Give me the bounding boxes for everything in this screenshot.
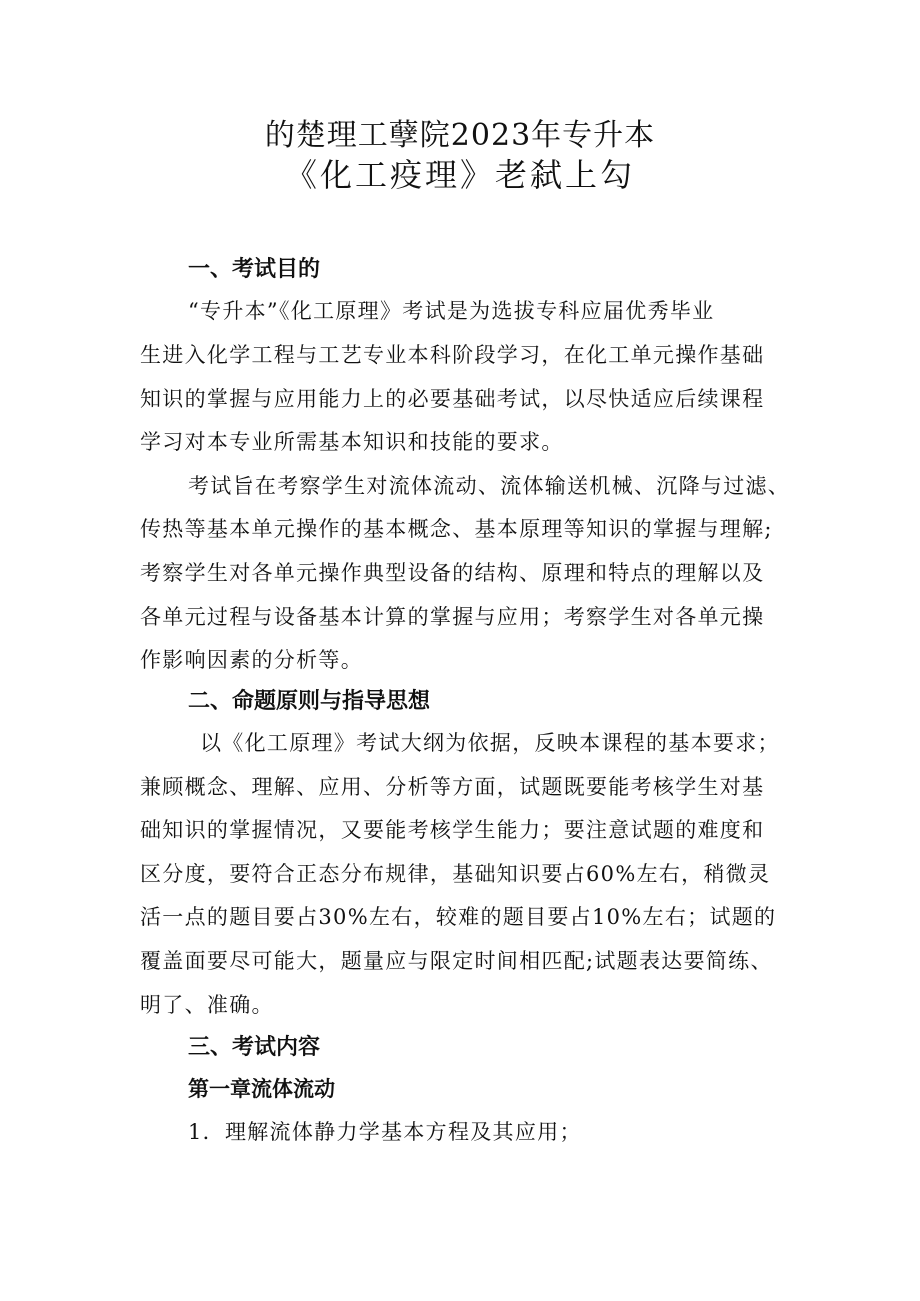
paragraph-line: 兼顾概念、理解、应用、分析等方面，试题既要能考核学生对基: [140, 775, 765, 799]
paragraph-line: 础知识的掌握情况，又要能考核学生能力；要注意试题的难度和: [140, 818, 765, 842]
paragraph-line: 覆盖面要尽可能大，题量应与限定时间相匹配;试题表达要简练、: [140, 949, 773, 973]
paragraph-line: 区分度，要符合正态分布规律，基础知识要占60%左右，稍微灵: [140, 862, 771, 886]
paragraph-line: 传热等基本单元操作的基本概念、基本原理等知识的掌握与理解;: [140, 517, 773, 541]
paragraph-line: 明了、准确。: [140, 993, 274, 1017]
chapter-heading-fluid-flow: 第一章流体流动: [188, 1077, 335, 1101]
doc-title-line-1: 的楚理工孽院2023年专升本: [264, 118, 656, 153]
section-heading-content: 三、考试内容: [188, 1035, 321, 1060]
paragraph-line: 各单元过程与设备基本计算的掌握与应用；考察学生对各单元操: [140, 605, 765, 629]
paragraph-line: 学习对本专业所需基本知识和技能的要求。: [140, 430, 564, 454]
section-heading-principles: 二、命题原则与指导思想: [188, 689, 431, 714]
list-item: 1．理解流体静力学基本方程及其应用；: [188, 1120, 582, 1144]
paragraph-line: 考试旨在考察学生对流体流动、流体输送机械、沉降与过滤、: [188, 474, 791, 498]
paragraph-line: 生进入化学工程与工艺专业本科阶段学习，在化工单元操作基础: [140, 343, 765, 367]
paragraph-line: 活一点的题目要占30%左右，较难的题目要占10%左右；试题的: [140, 905, 777, 929]
paragraph-line: “专升本”《化工原理》考试是为选拔专科应届优秀毕业: [188, 299, 715, 323]
paragraph-line: 作影响因素的分析等。: [140, 648, 363, 672]
paragraph-line: 以《化工原理》考试大纲为依据，反映本课程的基本要求；: [200, 731, 780, 755]
doc-title-line-2: 《化工疫理》老弑上勾: [284, 156, 635, 194]
paragraph-line: 考察学生对各单元操作典型设备的结构、原理和特点的理解以及: [140, 561, 765, 585]
section-heading-exam-purpose: 一、考试目的: [188, 257, 321, 282]
paragraph-line: 知识的掌握与应用能力上的必要基础考试，以尽快适应后续课程: [140, 387, 765, 411]
